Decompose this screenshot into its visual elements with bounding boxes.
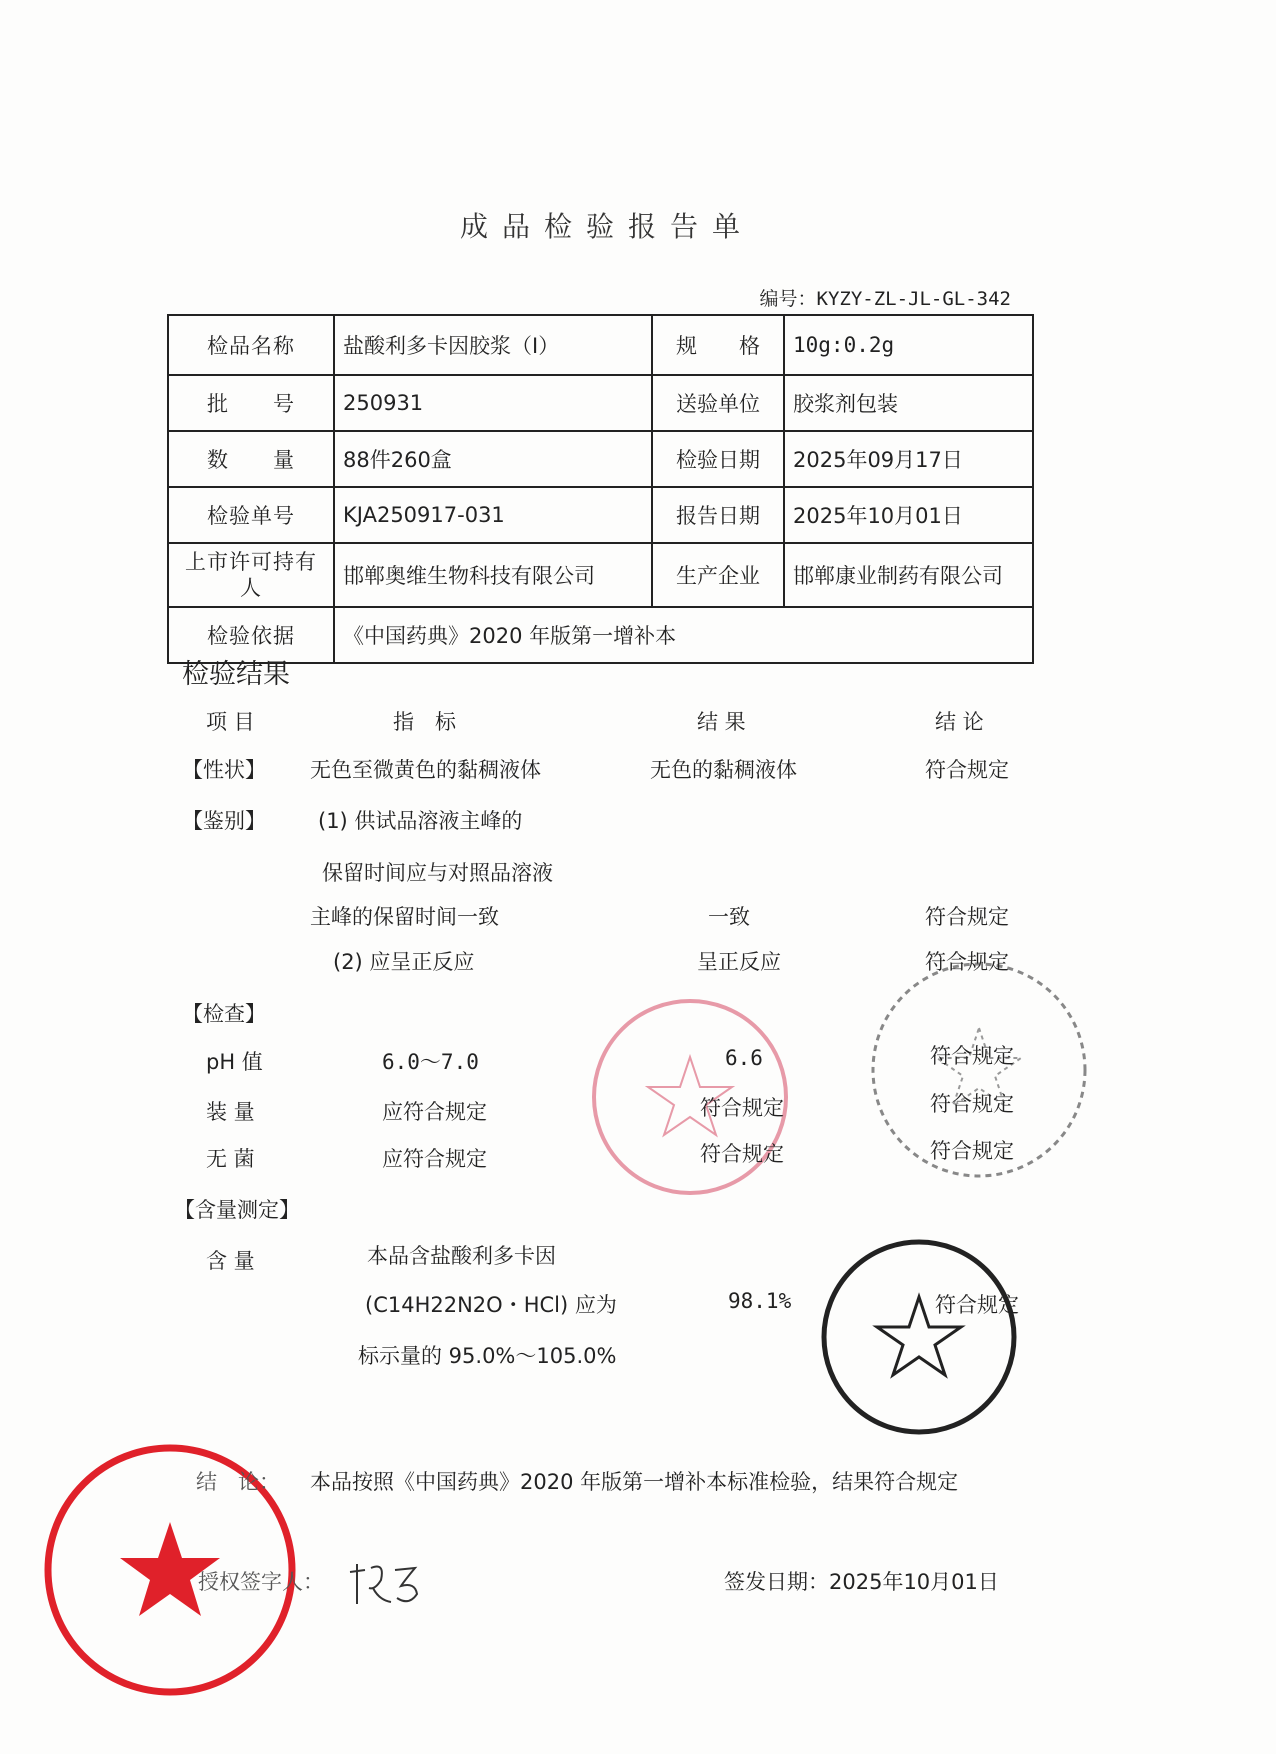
sterility-conclusion: 符合规定 [930,1139,1014,1163]
value-basis: 《中国药典》2020 年版第一增补本 [334,607,1033,663]
label-dept: 送验单位 [652,375,784,431]
conclusion-text: 本品按照《中国药典》2020 年版第一增补本标准检验，结果符合规定 [310,1470,959,1494]
assay-conclusion: 符合规定 [935,1293,1019,1317]
label-spec: 规 格 [652,315,784,375]
label-manufacturer: 生产企业 [652,543,784,607]
ph-index: 6.0～7.0 [382,1050,479,1074]
assay-result: 98.1% [728,1289,792,1313]
ph-conclusion: 符合规定 [930,1044,1014,1068]
value-dept: 胶浆剂包装 [784,375,1033,431]
appearance-result: 无色的黏稠液体 [650,758,797,782]
table-row [168,487,1033,543]
ph-result: 6.6 [725,1046,763,1070]
fill-index: 应符合规定 [382,1100,487,1124]
assay-line2: (C14H22N2O・HCl) 应为 [365,1293,617,1317]
identification-result1: 一致 [708,905,750,929]
inspection-item: 【检查】 [182,1002,266,1026]
label-test-no: 检验单号 [168,487,334,543]
document-code: 编号：KYZY-ZL-JL-GL-342 [759,288,1011,310]
black-stamp [817,1235,1021,1439]
conclusion-label: 结 论： [196,1470,280,1494]
value-spec: 10g:0.2g [784,315,1033,375]
handwritten-signature [345,1560,435,1610]
appearance-conclusion: 符合规定 [925,758,1009,782]
label-quantity: 数 量 [168,431,334,487]
identification-line4: (2) 应呈正反应 [333,950,475,974]
value-test-date: 2025年09月17日 [784,431,1033,487]
header-conclusion: 结 论 [935,710,984,734]
identification-item: 【鉴别】 [182,809,266,833]
fill-conclusion: 符合规定 [930,1092,1014,1116]
fill-result: 符合规定 [700,1096,784,1120]
sterility-index: 应符合规定 [382,1147,487,1171]
table-row [168,543,1033,607]
document-title: 成品检验报告单 [459,210,754,243]
appearance-item: 【性状】 [182,758,266,782]
value-product-name: 盐酸利多卡因胶浆（Ⅰ） [334,315,652,375]
assay-line1: 本品含盐酸利多卡因 [367,1244,556,1268]
fill-item: 装 量 [206,1100,255,1124]
info-table [167,314,1034,664]
header-result: 结 果 [697,710,746,734]
label-basis: 检验依据 [168,607,334,663]
identification-result2: 呈正反应 [697,950,781,974]
signature-label: 授权签字人： [198,1570,324,1594]
table-row [168,315,1033,375]
identification-line1: (1) 供试品溶液主峰的 [318,809,523,833]
value-manufacturer: 邯郸康业制药有限公司 [784,543,1033,607]
label-product-name: 检品名称 [168,315,334,375]
value-batch: 250931 [334,375,652,431]
appearance-index: 无色至微黄色的黏稠液体 [310,758,541,782]
header-item: 项 目 [206,710,255,734]
label-holder: 上市许可持有人 [168,543,334,607]
label-test-date: 检验日期 [652,431,784,487]
label-report-date: 报告日期 [652,487,784,543]
table-row [168,431,1033,487]
assay-sub: 含 量 [206,1249,255,1273]
identification-line2: 保留时间应与对照品溶液 [322,861,553,885]
sterility-item: 无 菌 [206,1147,255,1171]
table-row [168,375,1033,431]
identification-conclusion1: 符合规定 [925,905,1009,929]
assay-line3: 标示量的 95.0%～105.0% [358,1344,617,1368]
value-report-date: 2025年10月01日 [784,487,1033,543]
table-row [168,607,1033,663]
identification-line3: 主峰的保留时间一致 [310,905,499,929]
identification-conclusion2: 符合规定 [925,950,1009,974]
value-holder: 邯郸奥维生物科技有限公司 [334,543,652,607]
issue-date: 签发日期：2025年10月01日 [724,1570,999,1594]
label-batch: 批 号 [168,375,334,431]
ph-item: pH 值 [206,1050,263,1074]
sterility-result: 符合规定 [700,1142,784,1166]
value-test-no: KJA250917-031 [334,487,652,543]
assay-item: 【含量测定】 [174,1198,300,1222]
value-quantity: 88件260盒 [334,431,652,487]
results-heading: 检验结果 [182,659,290,690]
header-index: 指 标 [393,710,456,734]
